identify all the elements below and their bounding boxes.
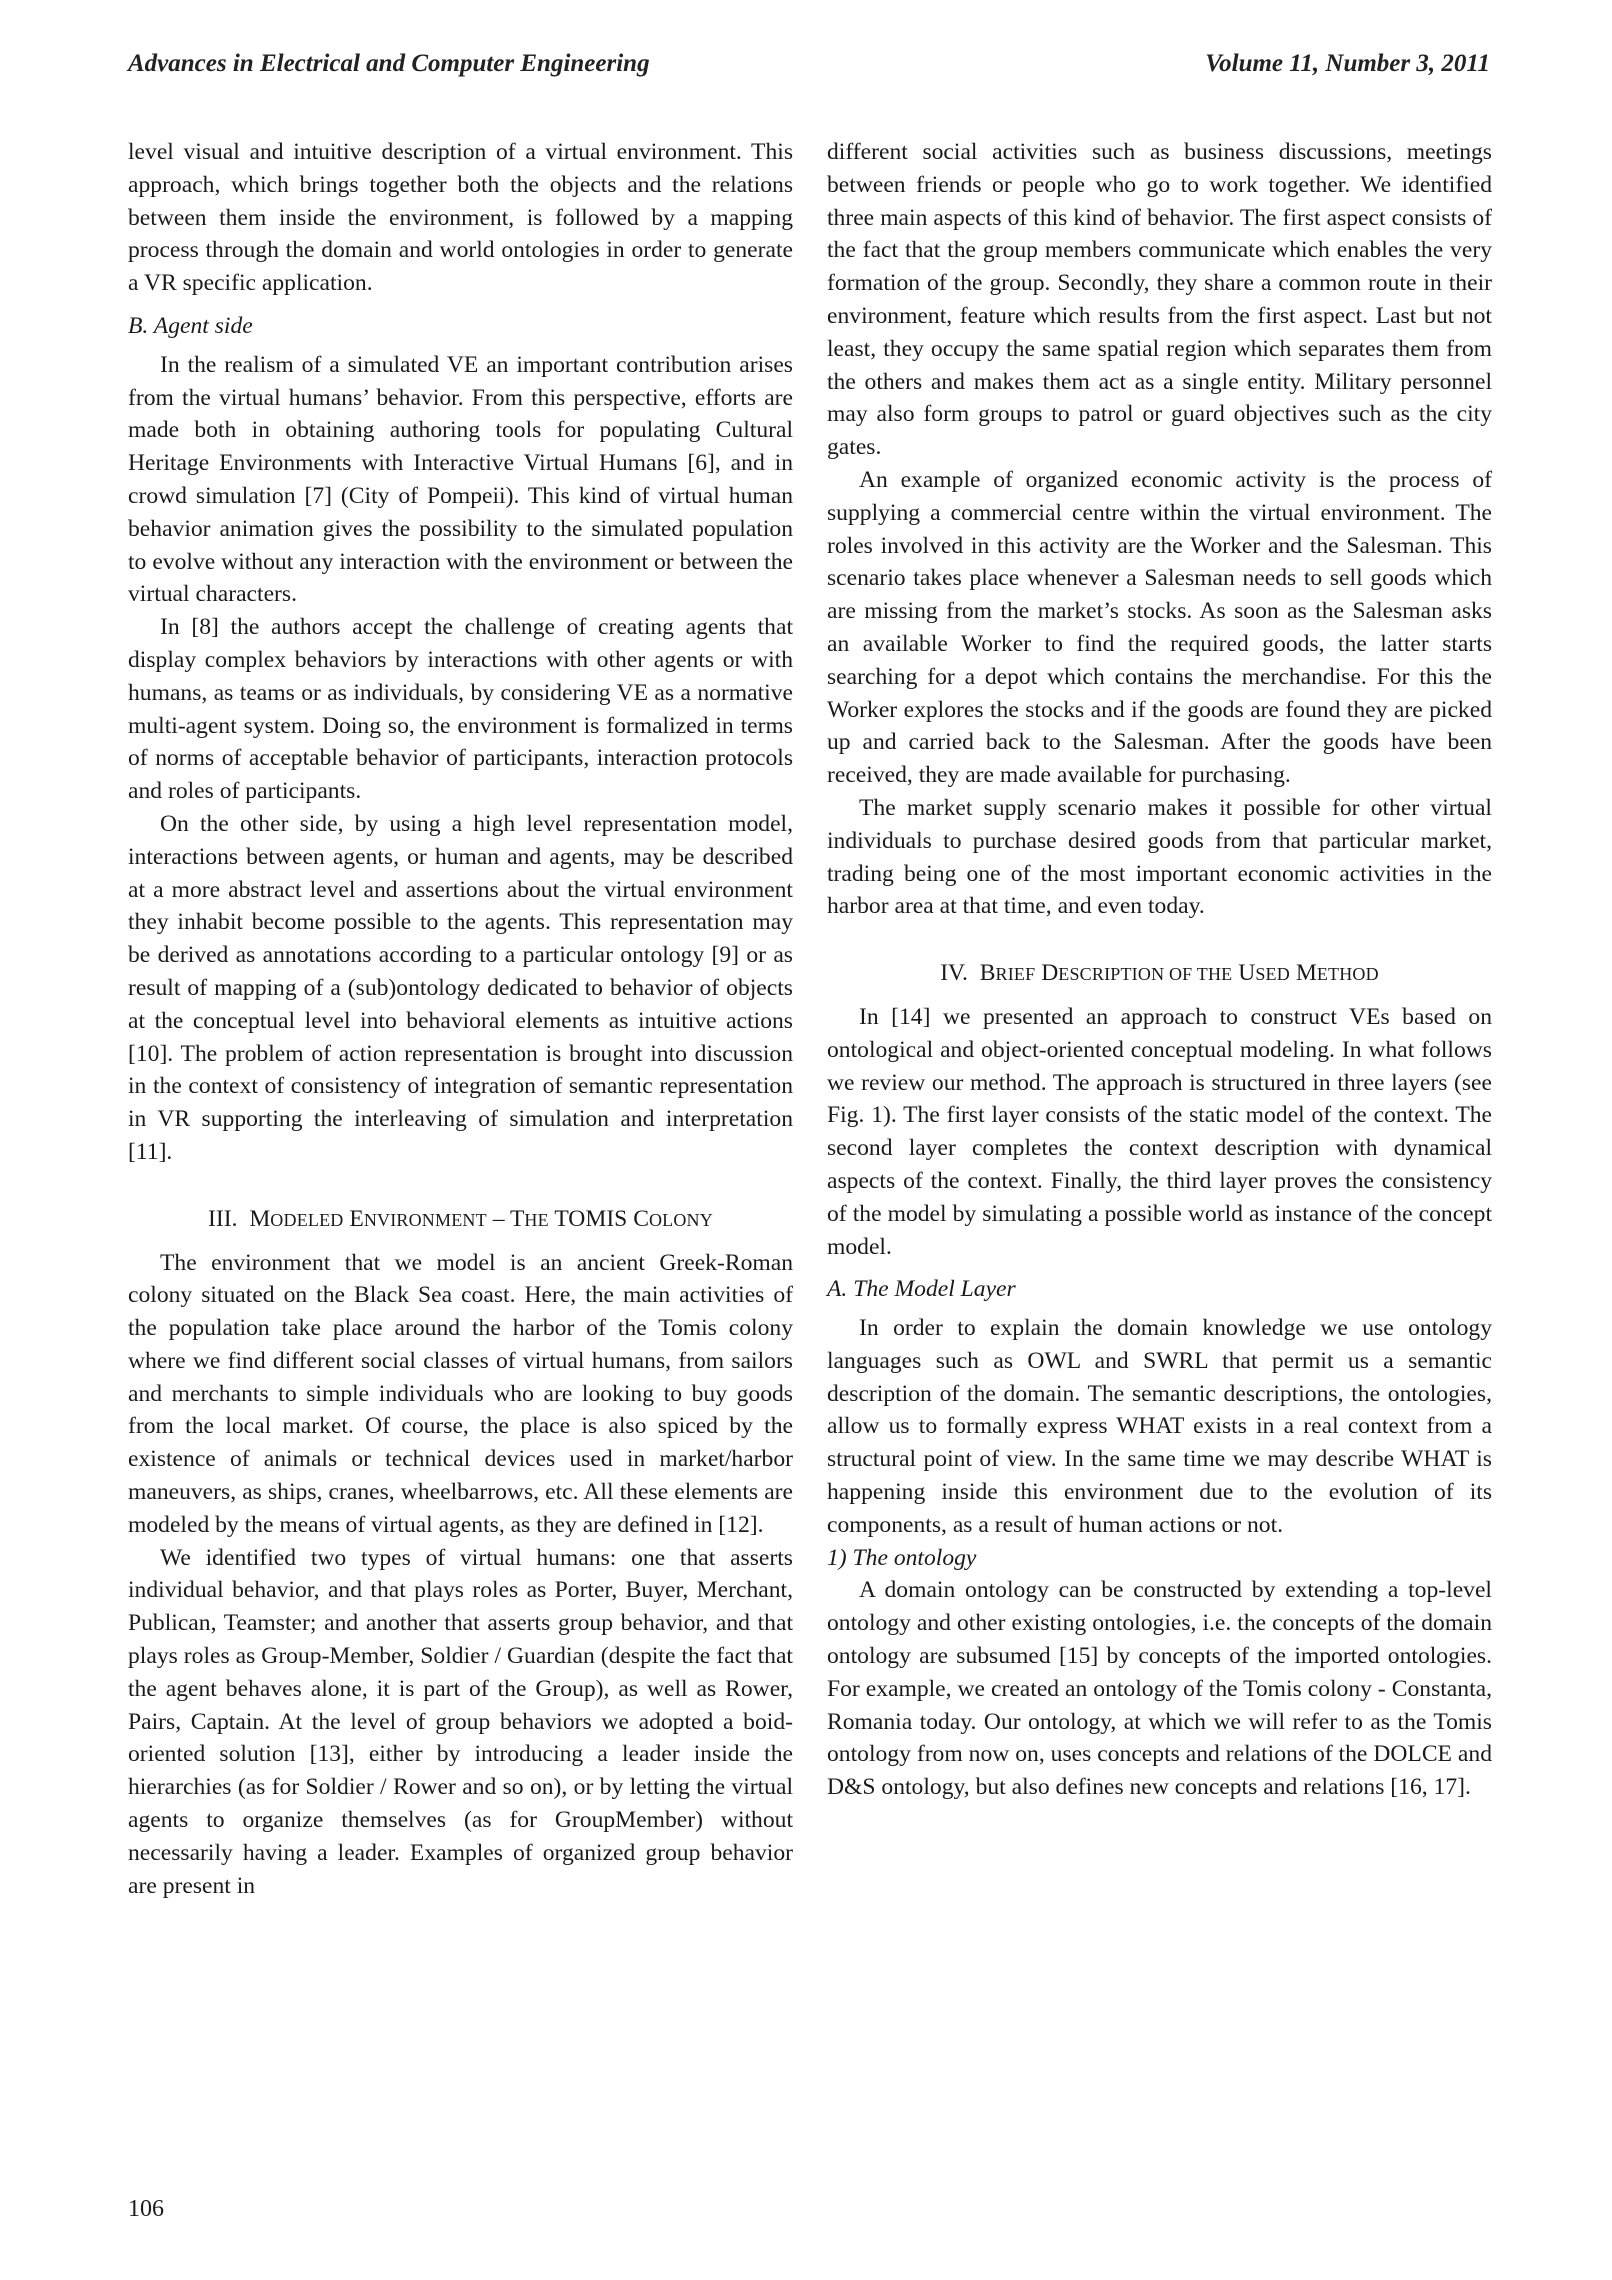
paragraph: In order to explain the domain knowledge we use ontology languages such as OWL and SWRL that permit us a semantic description of the domain. The semantic descriptions, the ontologies, allow us to formally express WHAT exists in a real context from a structural point of view. In the same time we may describe WHAT is happening inside this environment due to the evolution of its components, as a result of human actions or not. (827, 1315, 1492, 1538)
heading-smallcaps: NVIRONMENT (363, 1209, 487, 1230)
journal-title: Advances in Electrical and Computer Engineering (128, 50, 650, 77)
heading-smallcaps: ETHOD (1316, 964, 1379, 985)
heading-smallcaps: RIEF (995, 964, 1036, 985)
section-number: III. (208, 1205, 238, 1232)
section-heading-modeled-environment (128, 1203, 793, 1237)
heading-initial: M (1295, 960, 1317, 987)
heading-smallcaps: SED (1255, 964, 1290, 985)
subsection-heading-model-layer: A. The Model Layer (827, 1276, 1016, 1303)
paragraph: In the realism of a simulated VE an important contribution arises from the virtual humans’ behavior. From this perspective, efforts are made both in obtaining authoring tools for populating Cultural Heritage Environments with Interactive Virtual Humans [6], and in crowd simulation [7] (City of Pompeii). This kind of virtual human behavior animation gives the possibility to the simulated population to evolve without any interaction with the environment or between the virtual characters. (128, 351, 793, 608)
heading-initial: M (249, 1205, 271, 1232)
section-number: IV. (940, 960, 968, 987)
heading-smallcaps: OLONY (648, 1209, 713, 1230)
subsubsection-heading-ontology: 1) The ontology (827, 1544, 977, 1571)
heading-initial: E (349, 1205, 364, 1232)
volume-info: Volume 11, Number 3, 2011 (1205, 50, 1490, 77)
heading-initial: D (1041, 960, 1059, 987)
paragraph: different social activities such as business discussions, meetings between friends or people who go to work together. We identified three main aspects of this kind of behavior. The first aspect consists of the fact that the group members communicate which enables the very formation of the group. Secondly, they share a common route in their environment, feature which results from the first aspect. Last but not least, they occupy the same spatial region which separates them from the others and makes them act as a single entity. Military personnel may also form groups to patrol or guard objectives such as the city gates. (827, 139, 1492, 461)
paragraph: level visual and intuitive description of a virtual environment. This approach, which brings together both the objects and the relations between them inside the environment, is followed by a mapping process through the domain and world ontologies in order to generate a VR specific application. (128, 139, 793, 297)
paragraph: The market supply scenario makes it possible for other virtual individuals to purchase desired goods from that particular market, trading being one of the most important economic activities in the harbor area at that time, and even today. (827, 794, 1492, 920)
heading-dash: – (492, 1205, 505, 1232)
paragraph: We identified two types of virtual humans: one that asserts individual behavior, and that plays roles as Porter, Buyer, Merchant, Publican, Teamster; and another that asserts group behavior, and that plays roles as Group-Member, Soldier / Guardian (despite the fact that the agent behaves alone, it is part of the Group), as well as Rower, Pairs, Captain. At the level of group behaviors we adopted a boid-oriented solution [13], either by introducing a leader inside the hierarchies (as for Soldier / Rower and so on), or by letting the virtual agents to organize themselves (as for GroupMember) without necessarily having a leader. Examples of organized group behavior are present in (128, 1544, 793, 1899)
paragraph: On the other side, by using a high level representation model, interactions between agents, or human and agents, may be described at a more abstract level and assertions about the virtual environment they inhabit become possible to the agents. This representation may be derived as annotations according to a particular ontology [9] or as result of mapping of a (sub)ontology dedicated to behavior of objects at the conceptual level into behavioral elements as intuitive actions [10]. The problem of action representation is brought into discussion in the context of consistency of integration of semantic representation in VR supporting the interleaving of simulation and interpretation [11]. (128, 810, 793, 1165)
paragraph: In [14] we presented an approach to construct VEs based on ontological and object-oriented conceptual modeling. In what follows we review our method. The approach is structured in three layers (see Fig. 1). The first layer consists of the static model of the context. The second layer completes the context description with dynamical aspects of the context. Finally, the third layer proves the consistency of the model by simulating a possible world as instance of the concept model. (827, 1003, 1492, 1260)
heading-smallcaps: ESCRIPTION OF THE (1058, 964, 1233, 985)
running-header (128, 50, 1490, 90)
right-column (827, 136, 1492, 1804)
heading-initial: T (510, 1205, 525, 1232)
left-column (128, 136, 793, 1902)
paragraph: In [8] the authors accept the challenge of creating agents that display complex behaviors by interactions with other agents or with humans, as teams or as individuals, by considering VE as a normative multi-agent system. Doing so, the environment is formalized in terms of norms of acceptable behavior of participants, interaction protocols and roles of participants. (128, 614, 793, 805)
subsection-heading-agent-side: B. Agent side (128, 312, 253, 339)
section-heading-brief-description (827, 957, 1492, 991)
paragraph: The environment that we model is an ancient Greek-Roman colony situated on the Black Sea coast. Here, the main activities of the population take place around the harbor of the Tomis colony where we find different social classes of virtual humans, from sailors and merchants to simple individuals who are looking to buy goods from the local market. Of course, the place is also spiced by the existence of animals or technical devices used in market/harbor maneuvers, as ships, cranes, wheelbarrows, etc. All these elements are modeled by the means of virtual agents, as they are defined in [12]. (128, 1249, 793, 1538)
paragraph: A domain ontology can be constructed by extending a top-level ontology and other existing ontologies, i.e. the concepts of the domain ontology are subsumed [15] by concepts of the imported ontologies. For example, we created an ontology of the Tomis colony - Constanta, Romania today. Our ontology, at which we will refer to as the Tomis ontology from now on, uses concepts and relations of the DOLCE and D&S ontology, but also defines new concepts and relations [16, 17]. (827, 1577, 1492, 1801)
paragraph: An example of organized economic activity is the process of supplying a commercial centre within the virtual environment. The roles involved in this activity are the Worker and the Salesman. This scenario takes place whenever a Salesman needs to sell goods which are missing from the market’s stocks. As soon as the Salesman asks an available Worker to find the required goods, the latter starts searching for a depot which contains the merchandise. For this the Worker explores the stocks and if the goods are found they are picked up and carried back to the Salesman. After the goods have been received, they are made available for purchasing. (827, 466, 1492, 789)
heading-initial: U (1238, 960, 1256, 987)
heading-word: TOMIS (554, 1205, 628, 1232)
heading-smallcaps: ODELED (270, 1209, 344, 1230)
heading-initial: B (979, 960, 996, 987)
heading-smallcaps: HE (524, 1209, 549, 1230)
heading-initial: C (633, 1205, 649, 1232)
page-number: 106 (128, 2196, 164, 2222)
